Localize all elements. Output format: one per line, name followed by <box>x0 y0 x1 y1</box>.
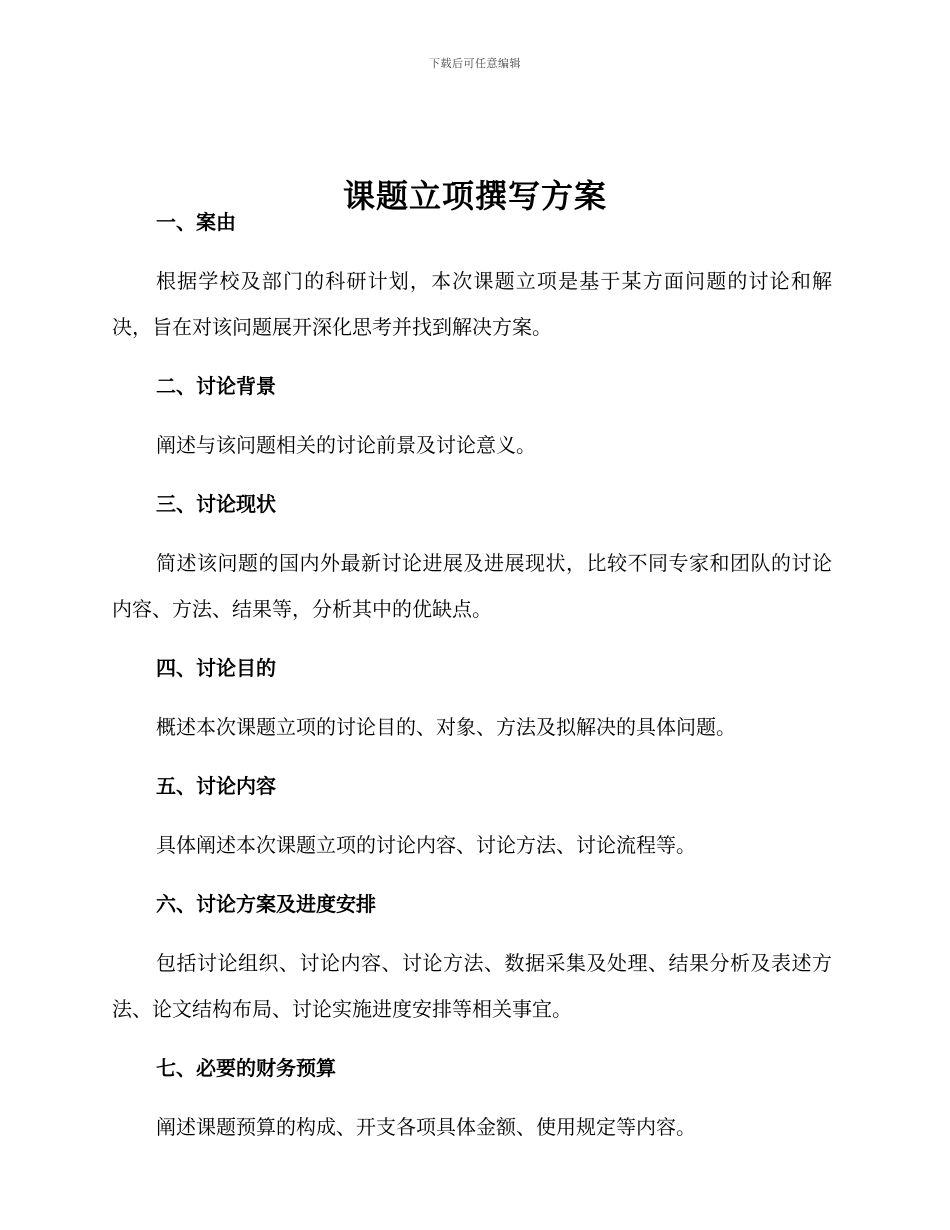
section-heading: 七、必要的财务预算 <box>156 1056 336 1080</box>
section-body: 概述本次课题立项的讨论目的、对象、方法及拟解决的具体问题。 <box>156 715 736 739</box>
document-content <box>112 200 832 1164</box>
section-plan-schedule <box>112 882 832 1032</box>
section-purpose <box>112 646 832 750</box>
section-budget <box>112 1046 832 1150</box>
page-header-note: 下载后可任意编辑 <box>429 57 521 70</box>
section-background <box>112 364 832 468</box>
section-heading: 四、讨论目的 <box>156 656 276 680</box>
document-title: 课题立项撰写方案 <box>342 177 607 216</box>
section-body: 简述该问题的国内外最新讨论进展及进展现状，比较不同专家和团队的讨论内容、方法、结果等，分析其中的优缺点。 <box>112 551 832 621</box>
section-body: 根据学校及部门的科研计划，本次课题立项是基于某方面问题的讨论和解决，旨在对该问题展开深化思考并找到解决方案。 <box>112 269 832 339</box>
section-body: 包括讨论组织、讨论内容、讨论方法、数据采集及处理、结果分析及表述方法、论文结构布局、讨论实施进度安排等相关事宜。 <box>112 951 832 1021</box>
section-status <box>112 482 832 632</box>
section-heading: 二、讨论背景 <box>156 374 276 398</box>
section-case <box>112 200 832 350</box>
section-body: 具体阐述本次课题立项的讨论内容、讨论方法、讨论流程等。 <box>156 833 696 857</box>
section-heading: 五、讨论内容 <box>156 774 276 798</box>
section-heading: 六、讨论方案及进度安排 <box>156 892 376 916</box>
section-heading: 三、讨论现状 <box>156 492 276 516</box>
section-heading: 一、案由 <box>156 210 236 234</box>
section-body: 阐述课题预算的构成、开支各项具体金额、使用规定等内容。 <box>156 1115 696 1139</box>
section-content <box>112 764 832 868</box>
section-body: 阐述与该问题相关的讨论前景及讨论意义。 <box>156 433 536 457</box>
